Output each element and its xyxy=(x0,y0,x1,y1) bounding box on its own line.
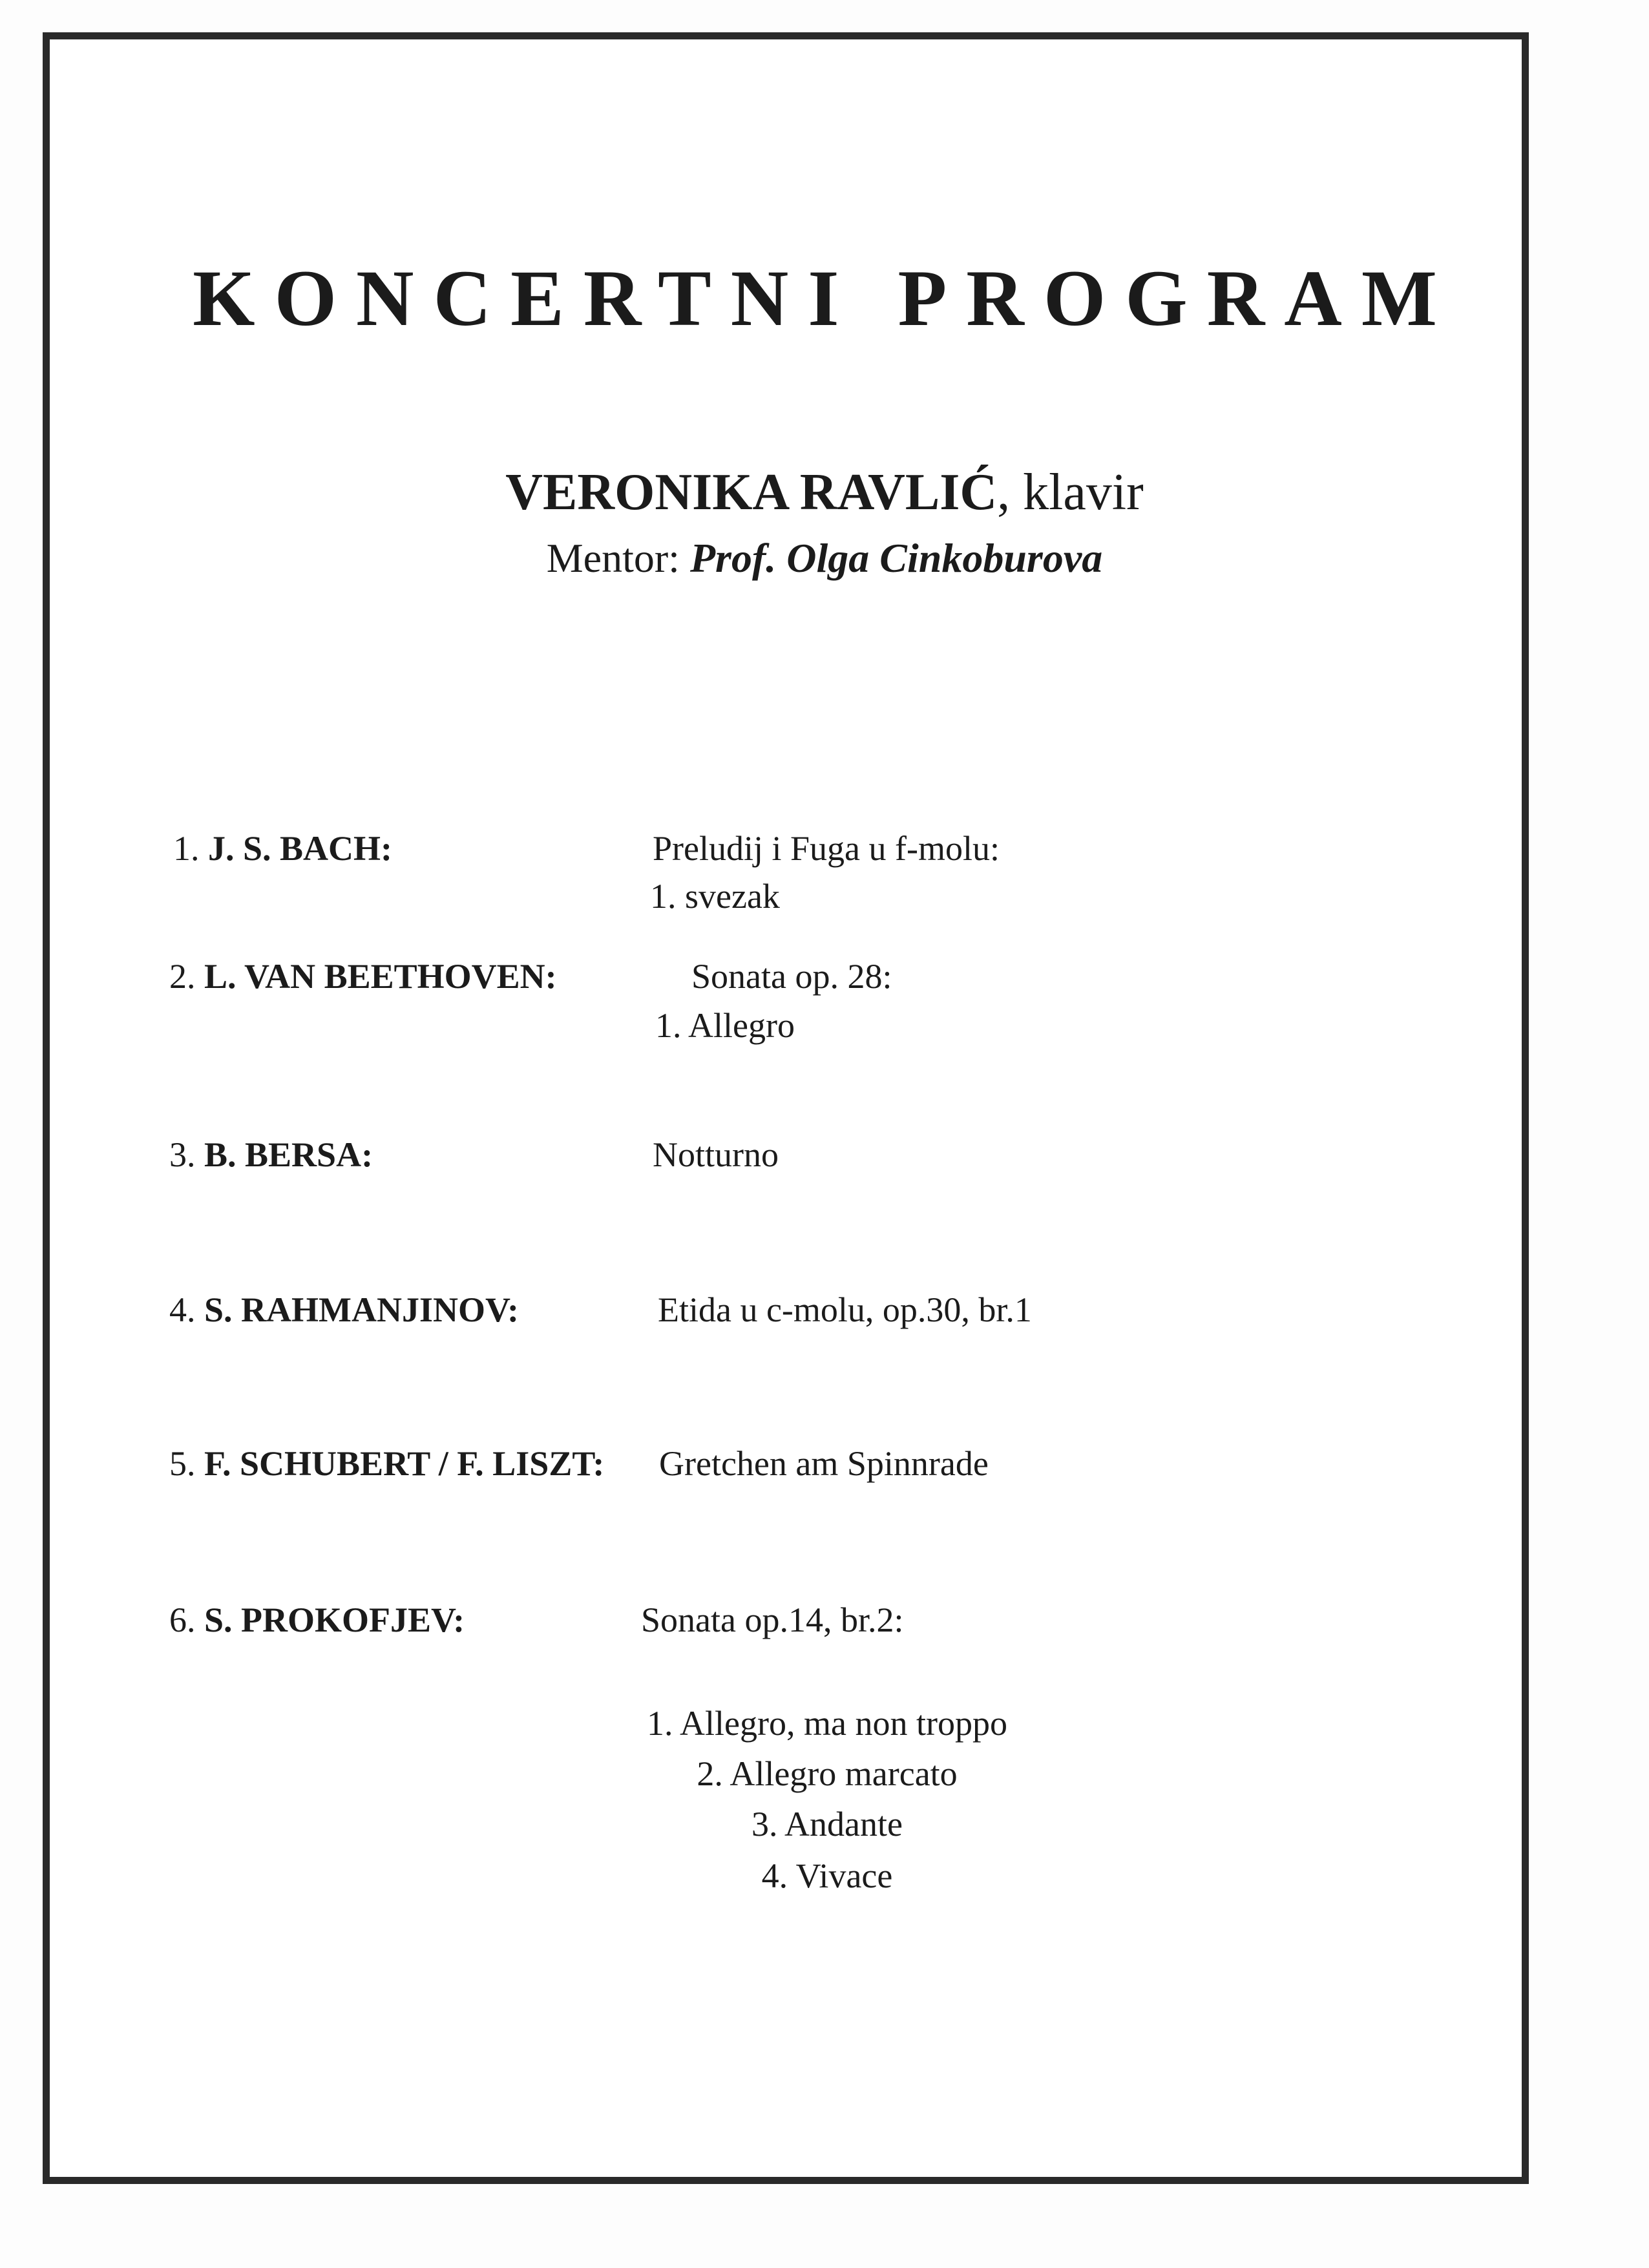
composer-name: S. PROKOFJEV: xyxy=(204,1601,465,1639)
composer-name: S. RAHMANJINOV: xyxy=(204,1290,520,1329)
work-detail: 1. Allegro xyxy=(655,1006,795,1045)
item-number: 5. xyxy=(169,1444,196,1483)
program-item-4 xyxy=(169,1292,519,1327)
work-title: Sonata op.14, br.2: xyxy=(641,1601,904,1639)
performer-name: VERONIKA RAVLIĆ xyxy=(505,464,998,521)
item-number: 3. xyxy=(169,1135,196,1174)
mentor-name: Prof. Olga Cinkoburova xyxy=(689,535,1103,581)
mentor-line xyxy=(0,535,1649,581)
item-number: 2. xyxy=(169,957,196,996)
composer-name: L. VAN BEETHOVEN: xyxy=(204,957,557,996)
composer-name: B. BERSA: xyxy=(204,1135,373,1174)
work-title: Etida u c-molu, op.30, br.1 xyxy=(658,1290,1032,1329)
program-item-3 xyxy=(169,1137,373,1172)
work-title: Sonata op. 28: xyxy=(691,957,892,996)
composer-name: F. SCHUBERT / F. LISZT: xyxy=(204,1444,605,1483)
item-number: 1. xyxy=(173,829,200,868)
performer-instrument: , klavir xyxy=(997,464,1144,521)
movement-2: 2. Allegro marcato xyxy=(697,1754,958,1793)
work-title: Gretchen am Spinnrade xyxy=(659,1444,989,1483)
item-number: 6. xyxy=(169,1601,196,1639)
movement-3: 3. Andante xyxy=(751,1805,903,1843)
performer-line xyxy=(0,464,1649,521)
program-item-1 xyxy=(173,831,392,866)
work-title: Preludij i Fuga u f-molu: xyxy=(653,829,1000,868)
work-detail: 1. svezak xyxy=(650,877,780,916)
mentor-label: Mentor: xyxy=(546,535,690,581)
program-item-6 xyxy=(169,1602,465,1637)
movement-1: 1. Allegro, ma non troppo xyxy=(647,1704,1007,1743)
program-item-2 xyxy=(169,959,557,994)
program-item-5 xyxy=(169,1446,604,1481)
composer-name: J. S. BACH: xyxy=(208,829,393,868)
work-title: Notturno xyxy=(653,1135,779,1174)
document-title: KONCERTNI PROGRAM xyxy=(193,254,1456,342)
item-number: 4. xyxy=(169,1290,196,1329)
movement-4: 4. Vivace xyxy=(761,1856,893,1895)
